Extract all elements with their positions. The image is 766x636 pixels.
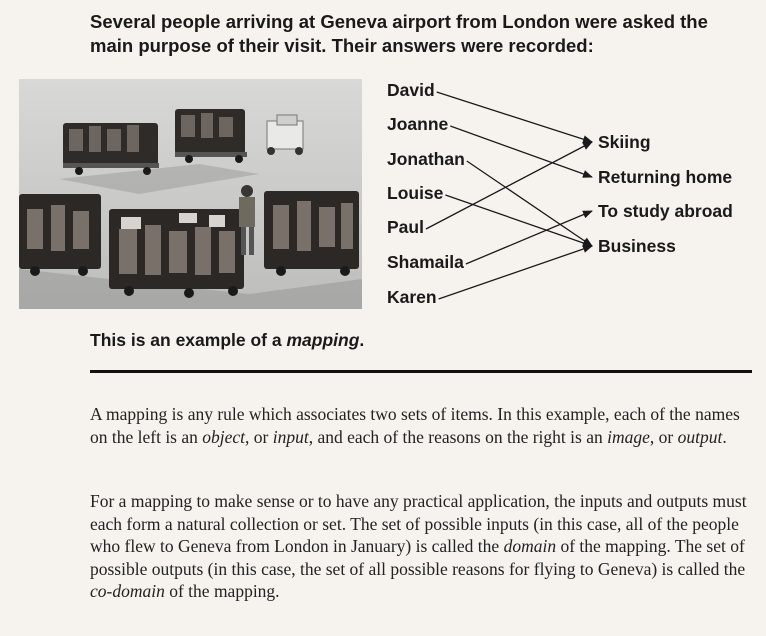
caption [90,330,364,351]
name-david: David [387,80,435,100]
reason-business: Business [598,236,676,256]
name-paul: Paul [387,217,424,237]
intro-text: Several people arriving at Geneva airport from London were asked the main purpose of their visit. Their answers were recorded: [90,11,708,56]
arrow-karen-to-business [439,246,592,299]
arrow-david-to-skiing [437,92,592,142]
name-jonathan: Jonathan [387,149,465,169]
paragraph-domain-definition: For a mapping to make sense or to have any practical application, the inputs and outputs must each form a natural collection or set. The set of possible inputs (in this case, all of the people who flew to Geneva from London in January) is called the domain of the mapping. The set of possible outputs (in this case, the set of all possible reasons for flying to Geneva) is called the co-domain of the mapping. [90,491,747,601]
name-louise: Louise [387,183,444,203]
reason-returning-home: Returning home [598,167,733,187]
name-karen: Karen [387,287,437,307]
caption-suffix: . [359,330,365,350]
caption-emphasis: mapping [286,330,360,350]
caption-prefix: This is an example of a [90,330,287,350]
arrow-paul-to-skiing [426,142,592,229]
name-shamaila: Shamaila [387,252,464,272]
divider [90,370,752,373]
arrow-shamaila-to-to-study-abroad [466,211,592,264]
reason-skiing: Skiing [598,132,651,152]
arrow-jonathan-to-business [467,161,592,246]
reason-study-abroad: To study abroad [598,201,733,221]
name-joanne: Joanne [387,114,449,134]
paragraph-mapping-definition: A mapping is any rule which associates two sets of items. In this example, each of the names on the left is an object, or input, and each of the reasons on the right is an image, or output. [90,404,740,447]
arrow-joanne-to-returning-home [450,126,592,177]
